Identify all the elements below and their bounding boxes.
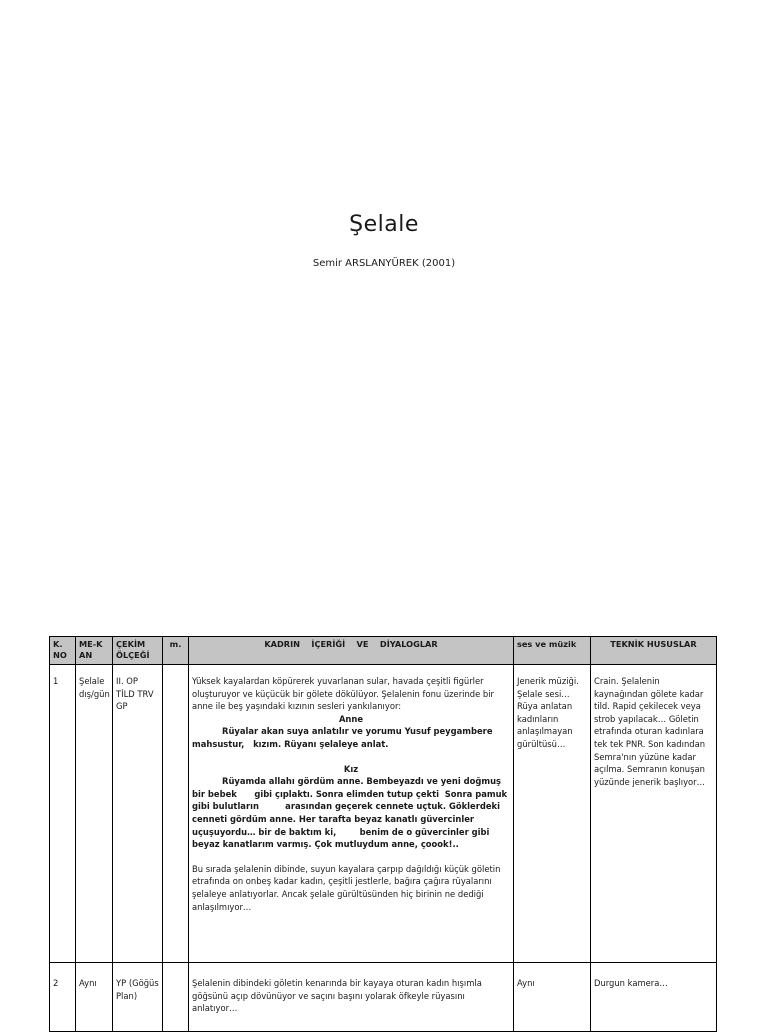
cell-content: [189, 963, 514, 1032]
cell-teknik: Crain. Şelalenin kaynağından gölete kadar tild. Rapid çekilecek veya strob yapılacak… Göletin etrafında oturan kadınlara tek tek PNR. Son kadından Semra'nın yüzüne kadar açılma. Semranın konuşan yüzünde jenerik başlıyor…: [591, 665, 717, 963]
table-row: [50, 963, 717, 1032]
speaker-label: Kız: [343, 763, 359, 774]
dialogue-text: Rüyamda allahı gördüm anne. Bembeyazdı ve yeni doğmuş bir bebek gibi çıplaktı. Sonra elimden tutup çekti Sonra pamuk gibi bulutların arasından geçerek cennete uçtuk. Göklerdeki cenneti gördüm anne. Her tarafta beyaz kanatlı güvercinler uçuşuyordu… bir de baktım ki, benim de o güvercinler gibi beyaz kanatlarım varmış. Çok mutluydum anne, çoook!..: [192, 776, 511, 850]
cell-ses: Aynı: [514, 963, 591, 1032]
header-row: [50, 637, 717, 665]
cell-cekim: YP (Göğüs Plan): [113, 963, 163, 1032]
document-title: Şelale: [349, 212, 419, 237]
speaker-label: Anne: [338, 713, 364, 724]
narration-text: Şelalenin dibindeki göletin kenarında bir kayaya oturan kadın hışımla göğsünü açıp dövünüyor ve saçını başını yolarak öfkeyle rüyasını anlatıyor…: [192, 978, 482, 1014]
cell-mekan: Şelale dış/gün: [76, 665, 113, 963]
cell-ses: Jenerik müziği. Şelale sesi… Rüya anlatan kadınların anlaşılmayan gürültüsü…: [514, 665, 591, 963]
cell-kno: 1: [50, 665, 76, 963]
narration-text: Bu sırada şelalenin dibinde, suyun kayalara çarpıp dağıldığı küçük göletin etrafında on onbeş kadar kadın, çeşitli jestlerle, bağıra çağıra rüyalarını şelaleye anlatıyorlar. Ancak şelale gürültüsünden hiç birinin ne dediği anlaşılmıyor…: [192, 863, 501, 912]
cell-cekim: II. OP TİLD TRV GP: [113, 665, 163, 963]
cell-m: [163, 963, 189, 1032]
header-teknik: TEKNİK HUSUSLAR: [591, 637, 717, 665]
narration-text: Yüksek kayalardan köpürerek yuvarlanan sular, havada çeşitli figürler oluşturuyor ve küçücük bir gölete dökülüyor. Şelalenin fonu üzerinde bir anne ile beş yaşındaki kızının sesleri yankılanıyor:: [192, 676, 494, 712]
dialogue-text: Rüyalar akan suya anlatılır ve yorumu Yusuf peygambere mahsustur, kızım. Rüyanı şelaleye anlat.: [192, 726, 496, 749]
header-kno: K. NO: [50, 637, 76, 665]
script-table: [49, 636, 717, 1032]
cell-content: [189, 665, 514, 963]
document-author: Semir ARSLANYÜREK (2001): [312, 258, 456, 269]
header-mekan: ME-K AN: [76, 637, 113, 665]
cell-m: [163, 665, 189, 963]
table-row: [50, 665, 717, 963]
header-icerik: KADRIN İÇERİĞİ VE DİYALOGLAR: [189, 637, 514, 665]
cell-mekan: Aynı: [76, 963, 113, 1032]
cell-kno: 2: [50, 963, 76, 1032]
header-ses: ses ve müzik: [514, 637, 591, 665]
header-m: m.: [163, 637, 189, 665]
header-cekim: ÇEKİM ÖLÇEĞİ: [113, 637, 163, 665]
cell-teknik: Durgun kamera…: [591, 963, 717, 1032]
